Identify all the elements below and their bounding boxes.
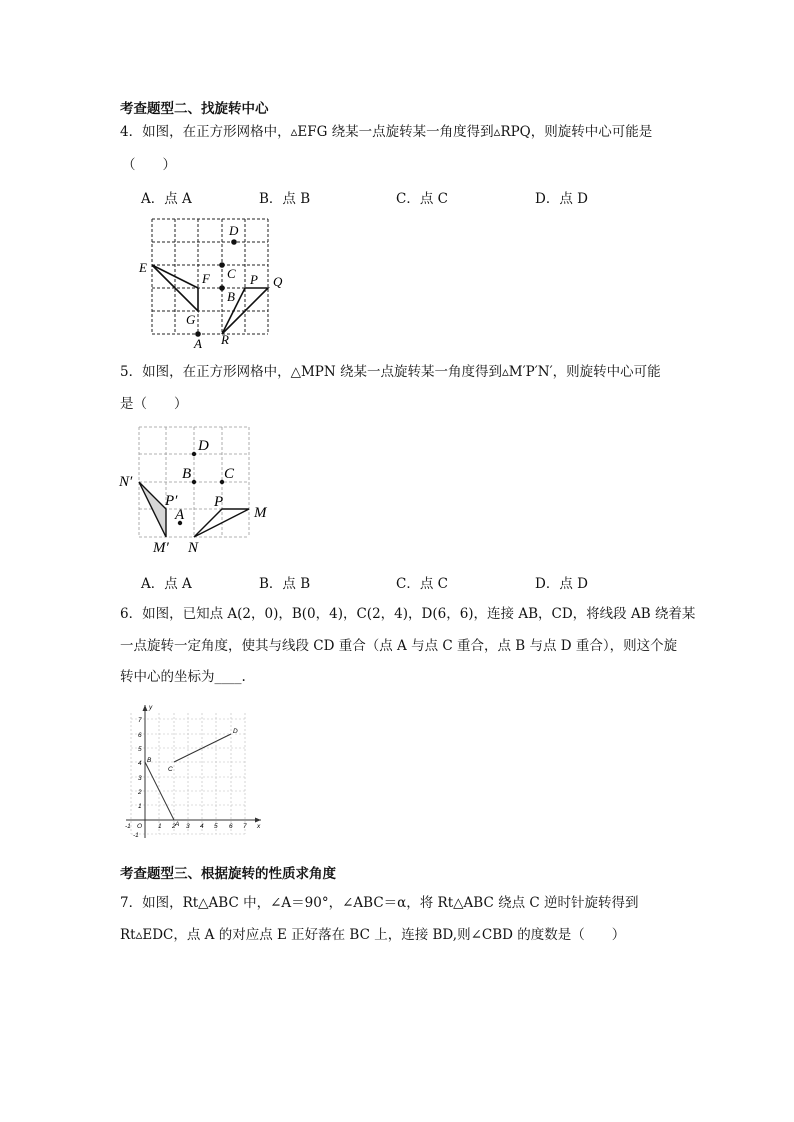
label-c: C <box>227 266 236 281</box>
x-tick-labels <box>125 823 247 830</box>
y-tick: 6 <box>138 732 142 739</box>
q4-option-b[interactable]: B．点 B <box>259 191 311 207</box>
label-p-prime: P′ <box>165 493 178 509</box>
y-tick: 7 <box>138 717 142 724</box>
x-tick: 5 <box>214 823 218 830</box>
point-b <box>219 285 225 291</box>
triangle-m1p1n1 <box>139 482 166 537</box>
label-a: A <box>175 507 185 523</box>
x-tick: 2 <box>172 823 176 830</box>
y-tick-labels <box>133 717 142 839</box>
origin-label: O <box>137 823 143 830</box>
axis-label-y: y <box>149 704 153 711</box>
y-tick: 3 <box>138 775 142 782</box>
label-a: A <box>175 821 180 828</box>
point-c <box>219 262 225 268</box>
q5-stem-line2: 是（ ） <box>120 396 188 412</box>
point-d <box>231 239 237 245</box>
label-q: Q <box>273 274 283 289</box>
label-p: P <box>214 494 224 510</box>
q6-stem-line3: 转中心的坐标为____. <box>120 669 246 685</box>
q4-option-d[interactable]: D．点 D <box>535 191 588 207</box>
x-tick: -1 <box>125 823 131 830</box>
label-b: B <box>147 757 152 764</box>
point-d <box>192 452 196 456</box>
q5-option-d[interactable]: D．点 D <box>535 576 588 592</box>
label-r: R <box>221 332 229 347</box>
q7-stem-line2: Rt▵EDC，点 A 的对应点 E 正好落在 BC 上，连接 BD,则∠CBD 的度数是（ ） <box>120 927 626 943</box>
q5-stem-line1: 5．如图，在正方形网格中，△MPN 绕某一点旋转某一角度得到▵M′P′N′，则旋转中心可能 <box>120 364 661 380</box>
y-axis-arrow <box>143 705 148 711</box>
q4-stem-line1: 4．如图，在正方形网格中，▵EFG 绕某一点旋转某一角度得到▵RPQ，则旋转中心可能是 <box>120 124 653 140</box>
point-b <box>192 480 196 484</box>
axis-label-x: x <box>257 823 261 830</box>
q6-figure <box>118 700 273 845</box>
y-tick: 2 <box>138 789 142 796</box>
x-tick: 6 <box>229 823 233 830</box>
q4-option-a[interactable]: A．点 A <box>141 191 192 207</box>
x-tick: 1 <box>158 823 162 830</box>
label-g: G <box>186 312 196 327</box>
label-p: P <box>250 272 258 287</box>
q7-stem-line1: 7．如图，Rt△ABC 中，∠A＝90°，∠ABC＝α，将 Rt△ABC 绕点 C 逆时针旋转得到 <box>120 895 639 911</box>
y-tick: 4 <box>138 760 142 767</box>
label-d: D <box>233 728 238 735</box>
q6-stem-line2: 一点旋转一定角度，使其与线段 CD 重合（点 A 与点 C 重合，点 B 与点 D 重合），则这个旋 <box>120 638 678 654</box>
q6-grid <box>131 713 245 834</box>
x-tick: 7 <box>243 823 247 830</box>
label-e: E <box>139 260 147 275</box>
q5-option-b[interactable]: B．点 B <box>259 576 311 592</box>
y-tick: 1 <box>138 803 142 810</box>
q4-figure <box>136 212 296 352</box>
x-tick: 3 <box>186 823 190 830</box>
label-f: F <box>202 271 210 286</box>
y-tick: -1 <box>133 832 139 839</box>
section-title-2: 考查题型二、找旋转中心 <box>120 101 269 117</box>
q5-option-c[interactable]: C．点 C <box>396 576 448 592</box>
y-tick: 5 <box>138 746 142 753</box>
label-n: N <box>188 540 199 556</box>
triangle-mpn <box>194 509 249 537</box>
label-b: B <box>227 289 235 304</box>
label-m: M <box>254 505 267 521</box>
label-d: D <box>198 438 209 454</box>
q4-stem-line2: （ ） <box>122 157 176 173</box>
x-tick: 4 <box>200 823 204 830</box>
q5-option-a[interactable]: A．点 A <box>141 576 192 592</box>
q6-stem-line1: 6．如图，已知点 A(2，0)，B(0，4)，C(2，4)，D(6，6)，连接 AB，CD，将线段 AB 绕着某 <box>120 606 696 622</box>
segment-cd <box>174 734 231 762</box>
label-a: A <box>194 336 202 351</box>
label-n-prime: N′ <box>119 474 133 490</box>
label-c: C <box>168 766 173 773</box>
q5-figure <box>118 422 278 557</box>
label-m-prime: M′ <box>153 540 169 556</box>
x-axis-arrow <box>255 818 261 823</box>
section-title-3: 考查题型三、根据旋转的性质求角度 <box>120 866 336 882</box>
label-d: D <box>229 223 239 238</box>
label-c: C <box>224 466 235 482</box>
q4-option-c[interactable]: C．点 C <box>396 191 448 207</box>
label-b: B <box>182 466 192 482</box>
